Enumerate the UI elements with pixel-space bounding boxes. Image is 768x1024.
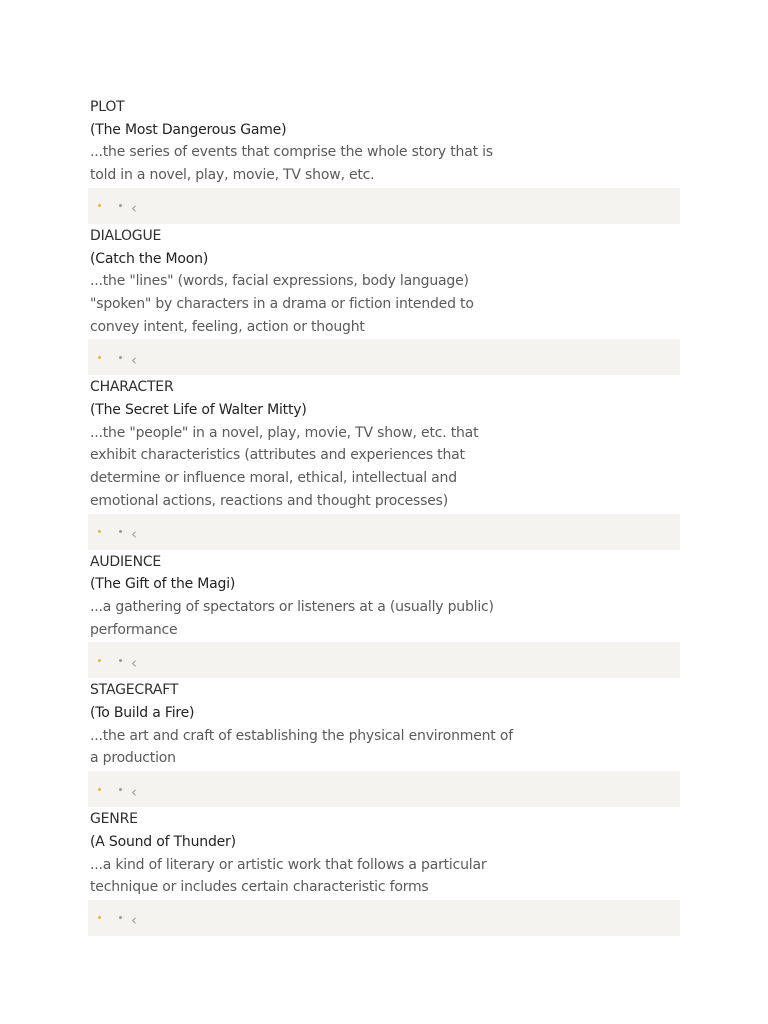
story-title: (The Secret Life of Walter Mitty) (90, 402, 307, 419)
star-icon[interactable] (98, 659, 101, 662)
term-heading: CHARACTER (90, 379, 174, 396)
more-options-icon[interactable] (119, 916, 122, 919)
star-icon[interactable] (98, 204, 101, 207)
term-heading: DIALOGUE (90, 227, 162, 244)
flashcard-entry (88, 679, 680, 807)
more-options-icon[interactable] (119, 530, 122, 533)
term-definition: ...a gathering of spectators or listeners at a (usually public) performance (90, 598, 494, 638)
chevron-left-icon[interactable]: ‹ (131, 199, 137, 218)
card-action-bar (88, 188, 680, 224)
term-definition: ...the "people" in a novel, play, movie, TV show, etc. that exhibit characteristics (attributes and experiences that determine or influence moral, ethical, intellectual and emotional actions, reactions and thought processes) (90, 424, 479, 509)
chevron-left-icon[interactable]: ‹ (131, 525, 137, 544)
star-icon[interactable] (98, 916, 101, 919)
chevron-left-icon[interactable]: ‹ (131, 653, 137, 672)
star-icon[interactable] (98, 788, 101, 791)
story-title: (The Gift of the Magi) (90, 576, 236, 593)
more-options-icon[interactable] (119, 788, 122, 791)
term-heading: PLOT (90, 99, 125, 115)
more-options-icon[interactable] (119, 659, 122, 662)
flashcard-entry (88, 96, 680, 224)
star-icon[interactable] (98, 356, 101, 359)
more-options-icon[interactable] (119, 356, 122, 359)
flashcard-entry (88, 808, 680, 936)
term-heading: GENRE (90, 811, 138, 828)
card-action-bar (88, 771, 680, 807)
story-title: (The Most Dangerous Game) (90, 121, 287, 138)
term-definition: ...the series of events that comprise the whole story that is told in a novel, play, movie, TV show, etc. (90, 144, 493, 184)
term-definition: ...a kind of literary or artistic work that follows a particular technique or includes certain characteristic forms (90, 856, 487, 896)
card-action-bar (88, 642, 680, 678)
card-action-bar (88, 514, 680, 550)
flashcard-entry (88, 551, 680, 679)
term-definition: ...the art and craft of establishing the physical environment of a production (90, 727, 513, 767)
card-action-bar (88, 339, 680, 375)
flashcard-entry (88, 225, 680, 376)
term-definition: ...the "lines" (words, facial expressions, body language) "spoken" by characters in a drama or fiction intended to convey intent, feeling, action or thought (90, 273, 474, 335)
star-icon[interactable] (98, 530, 101, 533)
story-title: (To Build a Fire) (90, 705, 195, 722)
more-options-icon[interactable] (119, 204, 122, 207)
term-heading: AUDIENCE (90, 553, 162, 570)
term-heading: STAGECRAFT (90, 682, 179, 699)
chevron-left-icon[interactable]: ‹ (131, 350, 137, 369)
story-title: (Catch the Moon) (90, 250, 209, 267)
chevron-left-icon[interactable]: ‹ (131, 782, 137, 801)
card-action-bar (88, 900, 680, 936)
story-title: (A Sound of Thunder) (90, 833, 236, 850)
chevron-left-icon[interactable]: ‹ (131, 911, 137, 930)
flashcard-entry (88, 376, 680, 549)
flashcard-list (88, 96, 680, 937)
